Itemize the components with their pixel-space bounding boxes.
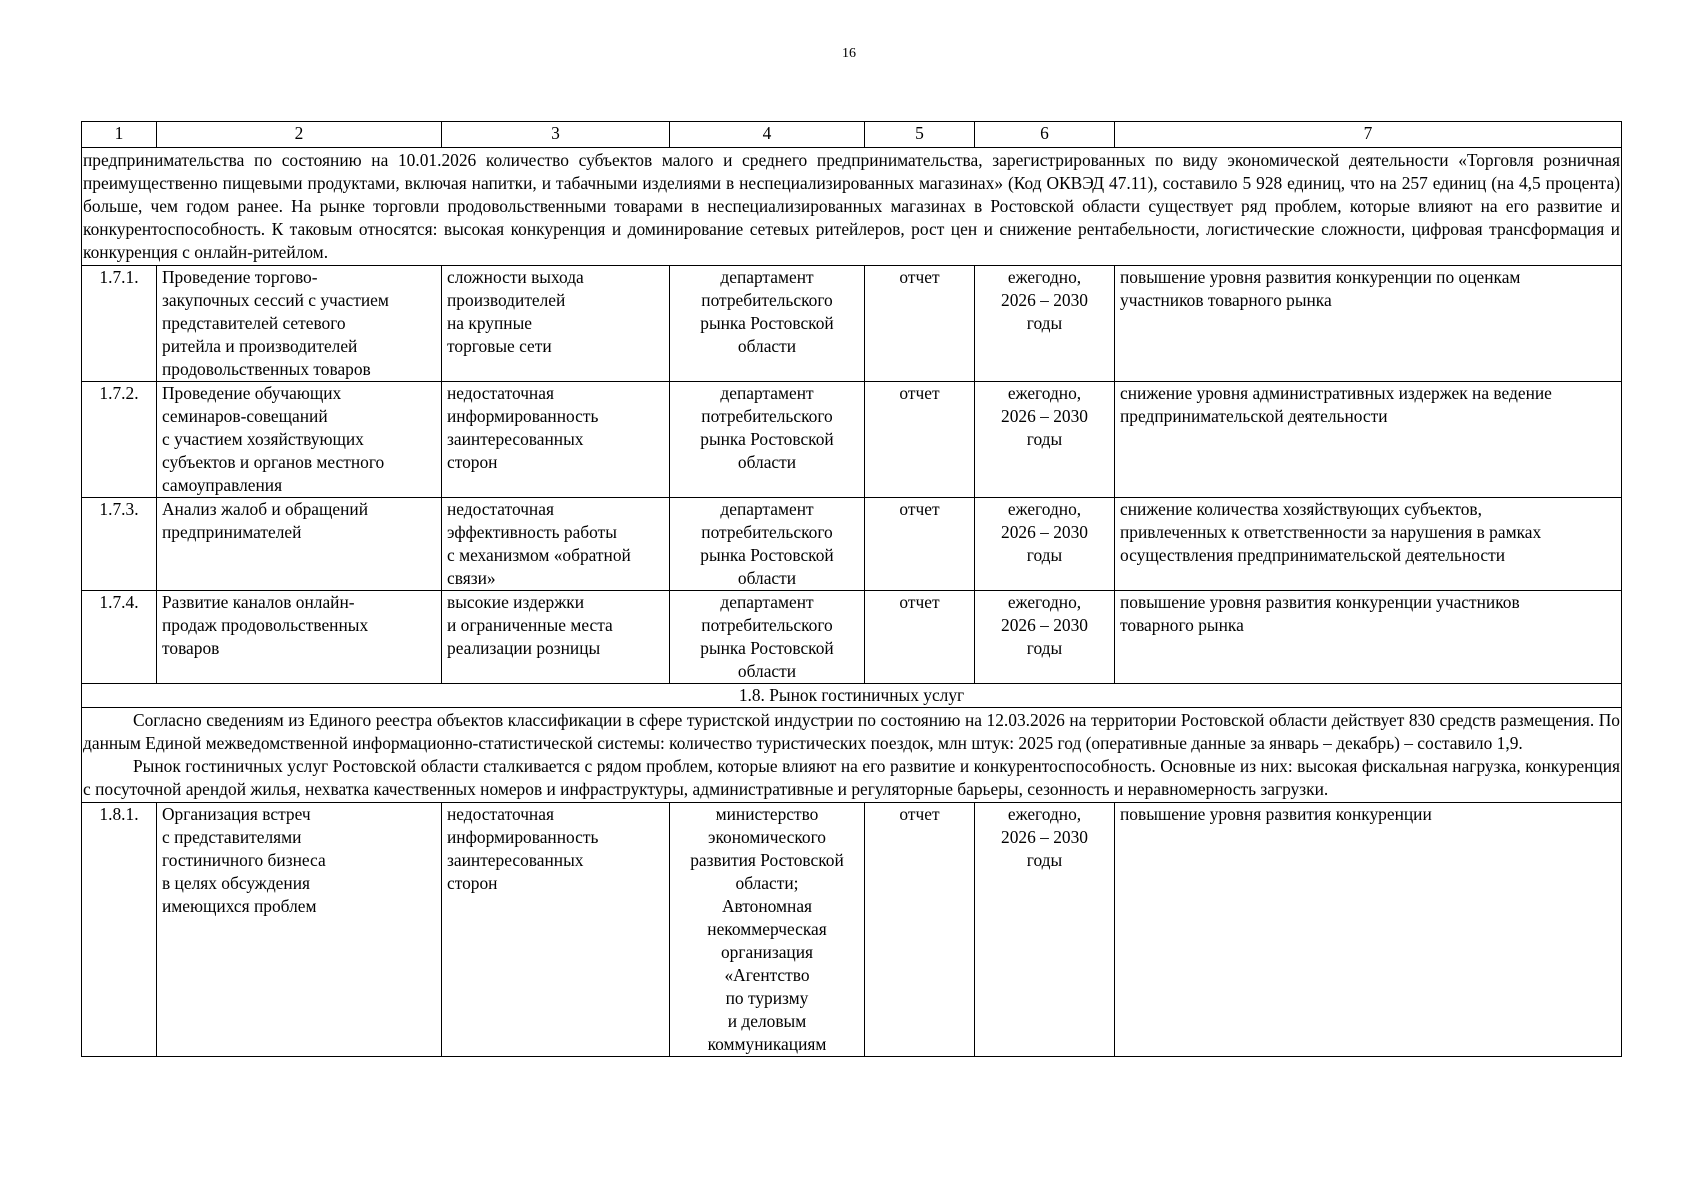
term [975, 266, 1115, 382]
expected-result-line: привлеченных к ответственности за нарушения в рамках [1120, 522, 1542, 542]
intro-row [82, 148, 1622, 266]
term-line: 2026 – 2030 [1001, 615, 1088, 635]
document-type: отчет [865, 498, 975, 591]
table-row [82, 382, 1622, 498]
executor-line: министерство [715, 804, 819, 824]
measure-name-line: продовольственных товаров [162, 359, 371, 379]
measure-name-line: Анализ жалоб и обращений [162, 499, 369, 519]
problem-line: сторон [447, 873, 498, 893]
measure-name-line: товаров [162, 638, 220, 658]
expected-result-line: повышение уровня развития конкуренции [1120, 804, 1432, 824]
problem [442, 382, 670, 498]
problem-line: недостаточная [447, 499, 554, 519]
measure-name-line: самоуправления [162, 475, 283, 495]
problem-line: недостаточная [447, 383, 554, 403]
measure-name [157, 591, 442, 684]
problem-line: связи» [447, 568, 496, 588]
expected-result [1115, 591, 1622, 684]
document-type: отчет [865, 803, 975, 1057]
expected-result-line: повышение уровня развития конкуренции по оценкам [1120, 267, 1521, 287]
measure-name-line: закупочных сессий с участием [162, 290, 389, 310]
problem [442, 591, 670, 684]
measure-name [157, 498, 442, 591]
executor-line: потребительского [701, 290, 833, 310]
expected-result-line: предпринимательской деятельности [1120, 406, 1388, 426]
table-row [82, 498, 1622, 591]
problem-line: высокие издержки [447, 592, 585, 612]
executor-line: коммуникациям [707, 1034, 827, 1054]
problem [442, 803, 670, 1057]
problem-line: реализации розницы [447, 638, 601, 658]
measure-name-line: Проведение торгово- [162, 267, 318, 287]
term-line: ежегодно, [1007, 383, 1082, 403]
executor-line: «Агентство [724, 965, 810, 985]
executor-line: экономического [708, 827, 826, 847]
term-line: годы [1026, 850, 1063, 870]
measure-number: 1.7.4. [82, 591, 157, 684]
measure-number: 1.7.2. [82, 382, 157, 498]
executor-line: организация [720, 942, 814, 962]
measure-name [157, 803, 442, 1057]
executor-line: области [737, 661, 797, 681]
term [975, 591, 1115, 684]
executor-line: потребительского [701, 522, 833, 542]
term-line: ежегодно, [1007, 267, 1082, 287]
problem-line: с механизмом «обратной [447, 545, 631, 565]
header-row [82, 122, 1622, 148]
problem-line: торговые сети [447, 336, 552, 356]
term-line: годы [1026, 545, 1063, 565]
term [975, 498, 1115, 591]
header-cell-1: 1 [82, 122, 157, 148]
executor-line: департамент [720, 499, 814, 519]
term-line: 2026 – 2030 [1001, 827, 1088, 847]
measure-name-line: Организация встреч [162, 804, 311, 824]
table-row [82, 803, 1622, 1057]
header-cell-3: 3 [442, 122, 670, 148]
executor-line: развития Ростовской [690, 850, 844, 870]
term-line: ежегодно, [1007, 499, 1082, 519]
executor [670, 803, 865, 1057]
executor-line: потребительского [701, 406, 833, 426]
executor-line: и деловым [727, 1011, 807, 1031]
expected-result-line: товарного рынка [1120, 615, 1244, 635]
executor [670, 591, 865, 684]
executor-line: Автономная [721, 896, 813, 916]
problem-line: производителей [447, 290, 566, 310]
expected-result [1115, 266, 1622, 382]
term [975, 803, 1115, 1057]
measure-name [157, 266, 442, 382]
executor [670, 382, 865, 498]
measure-name-line: Развитие каналов онлайн- [162, 592, 355, 612]
expected-result [1115, 498, 1622, 591]
measure-name-line: ритейла и производителей [162, 336, 358, 356]
intro-paragraph-cell [82, 148, 1622, 266]
term-line: ежегодно, [1007, 592, 1082, 612]
term [975, 382, 1115, 498]
executor-line: департамент [720, 592, 814, 612]
expected-result-line: снижение количества хозяйствующих субъектов, [1120, 499, 1482, 519]
executor-line: по туризму [725, 988, 809, 1008]
problem-line: эффективность работы [447, 522, 617, 542]
problem-line: информированность [447, 406, 599, 426]
executor-line: потребительского [701, 615, 833, 635]
document-type: отчет [865, 382, 975, 498]
measure-name-line: предпринимателей [162, 522, 302, 542]
expected-result-line: снижение уровня административных издержек на ведение [1120, 383, 1552, 403]
measure-name-line: семинаров-совещаний [162, 406, 328, 426]
measure-number: 1.7.3. [82, 498, 157, 591]
term-line: 2026 – 2030 [1001, 522, 1088, 542]
term-line: 2026 – 2030 [1001, 290, 1088, 310]
executor-line: рынка Ростовской [700, 638, 834, 658]
header-cell-5: 5 [865, 122, 975, 148]
problem-line: недостаточная [447, 804, 554, 824]
problem-line: сторон [447, 452, 498, 472]
measure-name-line: гостиничного бизнеса [162, 850, 326, 870]
document-type: отчет [865, 266, 975, 382]
executor-line: области [737, 452, 797, 472]
expected-result-line: осуществления предпринимательской деятельности [1120, 545, 1506, 565]
header-cell-4: 4 [670, 122, 865, 148]
problem-line: заинтересованных [447, 850, 584, 870]
measure-name [157, 382, 442, 498]
measure-number: 1.7.1. [82, 266, 157, 382]
section-18-paragraph-2: Рынок гостиничных услуг Ростовской области сталкивается с рядом проблем, которые влияют на его развитие и конкурентоспособность. Основные из них: высокая фискальная нагрузка, конкуренция с посуточной арендой жилья, нехватка качественных номеров и инфраструктуры, административные и регуляторные барьеры, сезонность и неравномерность загрузки. [83, 756, 1620, 799]
expected-result [1115, 803, 1622, 1057]
measure-name-line: с участием хозяйствующих [162, 429, 364, 449]
expected-result-line: повышение уровня развития конкуренции участников [1120, 592, 1520, 612]
problem-line: информированность [447, 827, 599, 847]
problem-line: заинтересованных [447, 429, 584, 449]
executor-line: департамент [720, 383, 814, 403]
section-18-title-row [82, 684, 1622, 708]
executor-line: области [737, 336, 797, 356]
executor-line: рынка Ростовской [700, 429, 834, 449]
table-row [82, 266, 1622, 382]
document-type: отчет [865, 591, 975, 684]
problem [442, 266, 670, 382]
header-cell-6: 6 [975, 122, 1115, 148]
section-18-text-row [82, 708, 1622, 803]
executor-line: рынка Ростовской [700, 545, 834, 565]
executor-line: области [737, 568, 797, 588]
measure-name-line: в целях обсуждения [162, 873, 310, 893]
term-line: ежегодно, [1007, 804, 1082, 824]
executor-line: рынка Ростовской [700, 313, 834, 333]
term-line: 2026 – 2030 [1001, 406, 1088, 426]
section-18-title: 1.8. Рынок гостиничных услуг [82, 684, 1622, 708]
problem-line: на крупные [447, 313, 532, 333]
measure-name-line: имеющихся проблем [162, 896, 317, 916]
term-line: годы [1026, 638, 1063, 658]
page-number: 16 [842, 46, 856, 61]
executor [670, 266, 865, 382]
measures-table [81, 121, 1622, 1057]
expected-result-line: участников товарного рынка [1120, 290, 1332, 310]
executor-line: некоммерческая [707, 919, 827, 939]
section-18-paragraph-1: Согласно сведениям из Единого реестра объектов классификации в сфере туристской индустрии по состоянию на 12.03.2026 на территории Ростовской области действует 830 средств размещения. По данным Единой межведомственной информационно-статистической системы: количество туристических поездок, млн штук: 2025 год (оперативные данные за январь – декабрь) – составило 1,9. [83, 710, 1620, 753]
executor-line: департамент [720, 267, 814, 287]
measure-number: 1.8.1. [82, 803, 157, 1057]
problem-line: и ограниченные места [447, 615, 613, 635]
expected-result [1115, 382, 1622, 498]
intro-paragraph: предпринимательства по состоянию на 10.01.2026 количество субъектов малого и среднего предпринимательства, зарегистрированных по виду экономической деятельности «Торговля розничная преимущественно пищевыми продуктами, включая напитки, и табачными изделиями в неспециализированных магазинах» (Код ОКВЭД 47.11), составило 5 928 единиц, что на 257 единиц (на 4,5 процента) больше, чем годом ранее. На рынке торговли продовольственными товарами в неспециализированных магазинах в Ростовской области существует ряд проблем, которые влияют на его развитие и конкурентоспособность. К таковым относятся: высокая конкуренция и доминирование сетевых ритейлеров, рост цен и снижение рентабельности, логистические сложности, цифровая трансформация и конкуренция с онлайн-ритейлом. [83, 150, 1620, 262]
executor-line: области; [735, 873, 799, 893]
term-line: годы [1026, 313, 1063, 333]
executor [670, 498, 865, 591]
measure-name-line: представителей сетевого [162, 313, 346, 333]
header-cell-2: 2 [157, 122, 442, 148]
header-cell-7: 7 [1115, 122, 1622, 148]
measure-name-line: с представителями [162, 827, 302, 847]
table-row [82, 591, 1622, 684]
measure-name-line: Проведение обучающих [162, 383, 342, 403]
measure-name-line: продаж продовольственных [162, 615, 369, 635]
measure-name-line: субъектов и органов местного [162, 452, 385, 472]
problem-line: сложности выхода [447, 267, 584, 287]
problem [442, 498, 670, 591]
section-18-text-cell [82, 708, 1622, 803]
term-line: годы [1026, 429, 1063, 449]
